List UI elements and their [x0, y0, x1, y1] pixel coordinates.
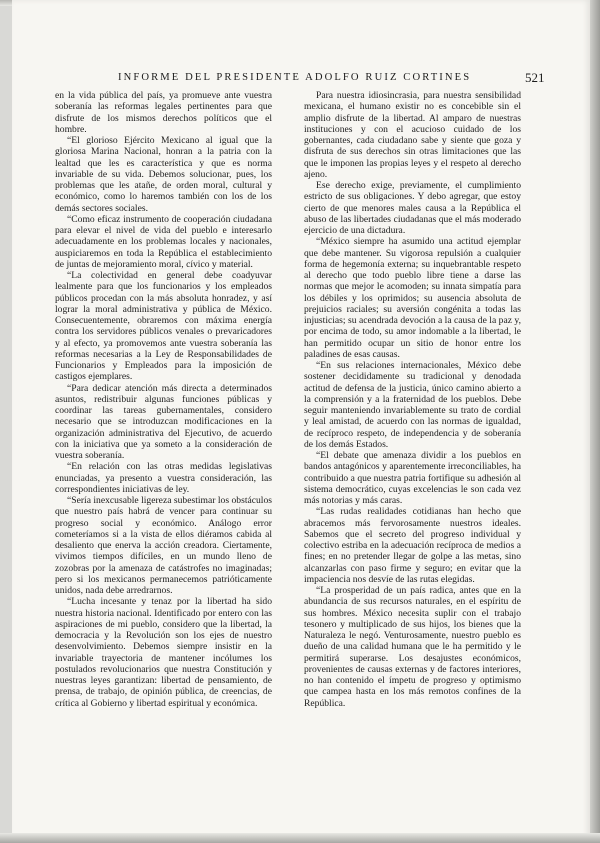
page-number: 521 — [525, 70, 545, 85]
paragraph: “La colectividad en general debe coadyuvar lealmente para que los funcionarios y los empleados públicos procedan con la más absoluta honradez, y así lograr la moral administrativa y pública de México. Consecuentemente, obraremos con máxima energía contra los servidores públicos venales o prevaricadores y al efecto, ya promovemos ante vuestra soberanía las reformas necesarias a la Ley de Responsabilidades de Funcionarios y Empleados para la imposición de castigos ejemplares. — [55, 270, 272, 383]
paragraph: “Las rudas realidades cotidianas han hecho que abracemos más fervorosamente nuestros ideales. Sabemos que el secreto del progreso individual y colectivo estriba en la adecuación recíproca de medios a fines; en no pretender llegar de golpe a las metas, sino alcanzarlas con paso firme y seguro; en evitar que la impaciencia nos desvíe de las rutas elegidas. — [304, 506, 521, 585]
paragraph: “México siempre ha asumido una actitud ejemplar que debe mantener. Su vigorosa repulsión a cualquier forma de hegemonía externa; su inquebrantable respeto al derecho que todo pueblo libre tiene a darse las normas que mejor le acomoden; su innata simpatía para los débiles y los oprimidos; su ausencia absoluta de prejuicios raciales; su aversión congénita a todas las injusticias; su acendrada devoción a la causa de la paz y, por encima de todo, su amor indomable a la libertad, le han permitido ocupar un sitio de honor entre los paladines de esas causas. — [304, 236, 521, 360]
paragraph: “Lucha incesante y tenaz por la libertad ha sido nuestra historia nacional. Identificado por entero con las aspiraciones de mi pueblo, considero que la libertad, la democracia y la Revolución son los ejes de nuestro desenvolvimiento. Debemos siempre insistir en la invariable trayectoria de mantener incólumes los postulados revolucionarios que nuestra Constitución y nuestras leyes garantizan: libertad de pensamiento, de prensa, de trabajo, de opinión pública, de creencias, de crítica al Gobierno y libertad espiritual y económica. — [55, 596, 272, 709]
scan-edge-bottom — [0, 833, 600, 843]
scan-edge-right — [590, 0, 600, 843]
paragraph: “En sus relaciones internacionales, México debe sostener decididamente su tradicional y denodada actitud de defensa de la justicia, único camino abierto a la comprensión y a la fraternidad de los pueblos. Debe seguir manteniendo invariablemente su trato de cordial y leal amistad, de acuerdo con las normas de igualdad, de recíproco respeto, de independencia y de soberanía de los demás Estados. — [304, 360, 521, 450]
paragraph: Para nuestra idiosincrasia, para nuestra sensibilidad mexicana, el humano existir no es concebible sin el amplio disfrute de la libertad. Al amparo de nuestras instituciones y con el acucioso cuidado de los gobernantes, cada ciudadano sabe y siente que goza y disfruta de sus derechos sin otras limitaciones que las que le imponen las propias leyes y el respeto al derecho ajeno. — [304, 90, 521, 180]
paragraph: “Como eficaz instrumento de cooperación ciudadana para elevar el nivel de vida del pueblo e interesarlo adecuadamente en los problemas locales y nacionales, auspiciaremos en toda la República el establecimiento de juntas de mejoramiento moral, cívico y material. — [55, 213, 272, 270]
paragraph: Ese derecho exige, previamente, el cumplimiento estricto de sus obligaciones. Y debo agregar, que estoy cierto de que menores males causa a la República el abuso de las libertades ciudadanas que el más moderado ejercicio de una dictadura. — [304, 180, 521, 236]
running-title: INFORME DEL PRESIDENTE ADOLFO RUIZ CORTINES — [118, 72, 472, 83]
paragraph: “La prosperidad de un país radica, antes que en la abundancia de sus recursos naturales, en el espíritu de sus hombres. México necesita suplir con el trabajo tesonero y multiplicado de sus hijos, los bienes que la Naturaleza le negó. Venturosamente, nuestro pueblo es dueño de una calidad humana que le ha permitido y le permitirá superarse. Los desajustes económicos, provenientes de causas externas y de factores interiores, no han contenido el ímpetu de progreso y optimismo que campea hasta en los más remotos confines de la República. — [304, 585, 521, 709]
paragraph: en la vida pública del país, ya promueve ante vuestra soberanía las reformas legales pertinentes para que disfrute de los mismos derechos políticos que el hombre. — [55, 90, 272, 135]
left-column — [55, 90, 272, 709]
paragraph: “Para dedicar atención más directa a determinados asuntos, redistribuir algunas funciones públicas y coordinar las tareas gubernamentales, considero necesario que se introduzcan modificaciones en la organización administrativa del Ejecutivo, de acuerdo con la iniciativa que ya someto a la consideración de vuestra soberanía. — [55, 382, 272, 461]
paragraph: “El debate que amenaza dividir a los pueblos en bandos antagónicos y aparentemente irreconciliables, ha contribuido a que nuestra patria fortifique su adhesión al sistema democrático, cuyas excelencias le son cada vez más notorias y más caras. — [304, 450, 521, 506]
paragraph: “En relación con las otras medidas legislativas enunciadas, ya presento a vuestra consideración, las correspondientes iniciativas de ley. — [55, 461, 272, 495]
right-column — [304, 90, 521, 709]
paragraph: “Sería inexcusable ligereza subestimar los obstáculos que nuestro país habrá de vencer para continuar su progreso social y económico. Análogo error cometeríamos si a la vista de ellos diéramos cabida al desaliento que enerva la acción creadora. Ciertamente, vivimos tiempos difíciles, en un mundo lleno de zozobras por la amenaza de catástrofes no imaginadas; pero si los mexicanos permanecemos patrióticamente unidos, nada debe arredrarnos. — [55, 495, 272, 596]
paragraph: “El glorioso Ejército Mexicano al igual que la gloriosa Marina Nacional, honran a la patria con la lealtad que les es característica y que es norma invariable de su vida. Debemos solucionar, pues, los problemas que les atañe, de orden moral, cultural y económico, como lo haremos también con los de los demás sectores sociales. — [55, 135, 272, 214]
